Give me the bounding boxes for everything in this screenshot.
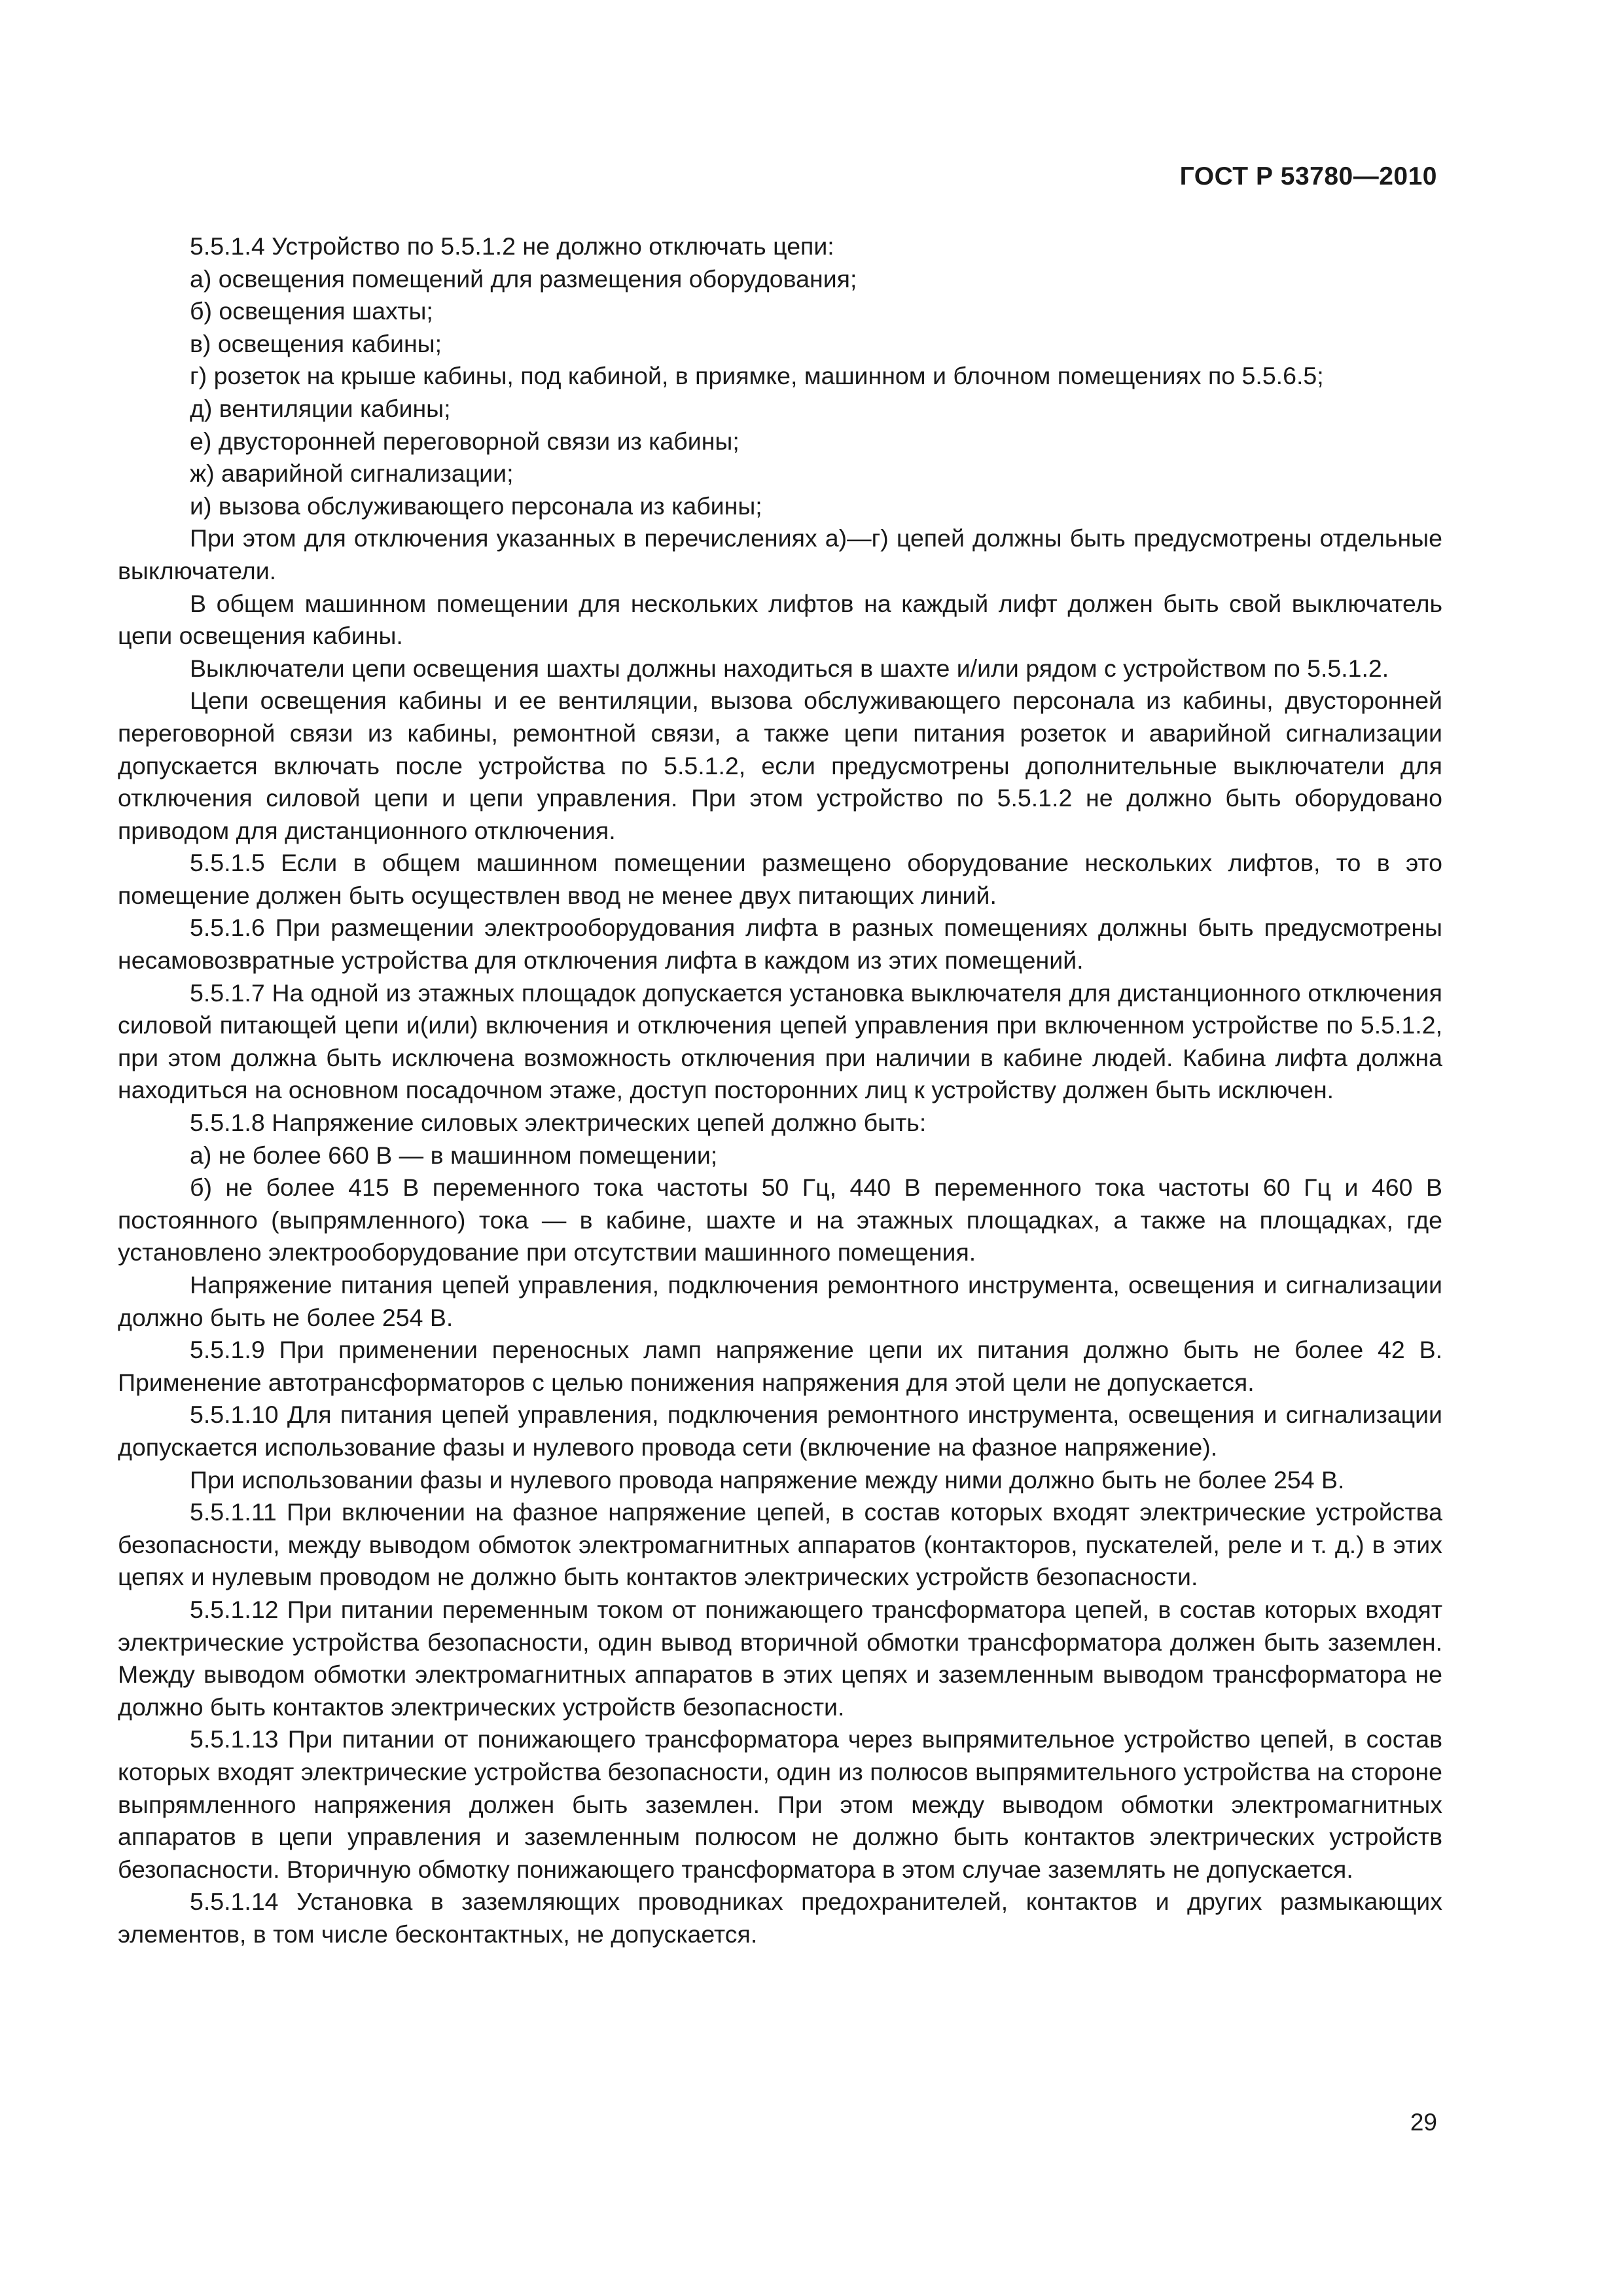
list-item: и) вызова обслуживающего персонала из кабины; — [190, 492, 762, 520]
body-paragraph: При этом для отключения указанных в перечислениях а)—г) цепей должны быть предусмотрены отдельные выключатели. — [118, 524, 1442, 584]
clause-paragraph: 5.5.1.10 Для питания цепей управления, подключения ремонтного инструмента, освещения и сигнализации допускается использование фазы и нулевого провода сети (включение на фазное напряжение). — [118, 1401, 1442, 1461]
clause-paragraph: 5.5.1.13 При питании от понижающего трансформатора через выпрямительное устройство цепей, в состав которых входят электрические устройства безопасности, один из полюсов выпрямительного устройства на стороне выпрямленного напряжения должен быть заземлен. При этом между выводом обмотки электромагнитных аппаратов в цепи управления и заземленным полюсом не должно быть контактов электрических устройств безопасности. Вторичную обмотку понижающего трансформатора в этом случае заземлять не допускается. — [118, 1725, 1442, 1883]
clause-paragraph: 5.5.1.14 Установка в заземляющих проводниках предохранителей, контактов и других размыкающих элементов, в том числе бесконтактных, не допускается. — [118, 1888, 1442, 1948]
list-item: д) вентиляции кабины; — [190, 394, 451, 422]
clause-paragraph: 5.5.1.4 Устройство по 5.5.1.2 не должно отключать цепи: — [190, 232, 834, 260]
clause-paragraph: 5.5.1.6 При размещении электрооборудования лифта в разных помещениях должны быть предусмотрены несамовозвратные устройства для отключения лифта в каждом из этих помещений. — [118, 914, 1442, 975]
body-paragraph: Выключатели цепи освещения шахты должны находиться в шахте и/или рядом с устройством по 5.5.1.2. — [190, 654, 1389, 682]
clause-paragraph: 5.5.1.5 Если в общем машинном помещении размещено оборудование нескольких лифтов, то в это помещение должен быть осуществлен ввод не менее двух питающих линий. — [118, 849, 1442, 909]
document-body — [118, 230, 1442, 1950]
body-paragraph: Цепи освещения кабины и ее вентиляции, вызова обслуживающего персонала из кабины, двусторонней переговорной связи из кабины, ремонтной связи, а также цепи питания розеток и аварийной сигнализации допускается включать после устройства по 5.5.1.2, если предусмотрены дополнительные выключатели для отключения силовой цепи и цепи управления. При этом устройство по 5.5.1.2 не должно быть оборудовано приводом для дистанционного отключения. — [118, 687, 1442, 844]
list-item: б) не более 415 В переменного тока частоты 50 Гц, 440 В переменного тока частоты 60 Гц и 460 В постоянного (выпрямленного) тока — в кабине, шахте и на этажных площадках, а также на площадках, где установлено электрооборудование при отсутствии машинного помещения. — [118, 1174, 1442, 1266]
clause-paragraph: 5.5.1.7 На одной из этажных площадок допускается установка выключателя для дистанционного отключения силовой питающей цепи и(или) включения и отключения цепей управления при включенном устройстве по 5.5.1.2, при этом должна быть исключена возможность отключения при наличии в кабине людей. Кабина лифта должна находиться на основном посадочном этаже, доступ посторонних лиц к устройству должен быть исключен. — [118, 978, 1442, 1104]
list-item: а) освещения помещений для размещения оборудования; — [190, 264, 857, 293]
document-header: ГОСТ Р 53780—2010 — [1179, 162, 1437, 190]
clause-paragraph: 5.5.1.9 При применении переносных ламп напряжение цепи их питания должно быть не более 42 В. Применение автотрансформаторов с целью понижения напряжения для этой цели не допускается. — [118, 1336, 1442, 1396]
list-item: е) двусторонней переговорной связи из кабины; — [190, 427, 740, 455]
clause-paragraph: 5.5.1.8 Напряжение силовых электрических цепей должно быть: — [190, 1109, 927, 1137]
list-item: в) освещения кабины; — [190, 329, 442, 357]
body-paragraph: В общем машинном помещении для нескольких лифтов на каждый лифт должен быть свой выключатель цепи освещения кабины. — [118, 589, 1442, 650]
body-paragraph: Напряжение питания цепей управления, подключения ремонтного инструмента, освещения и сигнализации должно быть не более 254 В. — [118, 1271, 1442, 1331]
list-item: б) освещения шахты; — [190, 297, 433, 325]
clause-paragraph: 5.5.1.11 При включении на фазное напряжение цепей, в состав которых входят электрические устройства безопасности, между выводом обмоток электромагнитных аппаратов (контакторов, пускателей, реле и т. д.) в этих цепях и нулевым проводом не должно быть контактов электрических устройств безопасности. — [118, 1498, 1442, 1591]
page-number: 29 — [1410, 2109, 1437, 2136]
body-paragraph: При использовании фазы и нулевого провода напряжение между ними должно быть не более 254 В. — [190, 1465, 1345, 1494]
list-item: а) не более 660 В — в машинном помещении; — [190, 1141, 718, 1169]
list-item: ж) аварийной сигнализации; — [190, 459, 514, 488]
list-item: г) розеток на крыше кабины, под кабиной, в приямке, машинном и блочном помещениях по 5.5.6.5; — [190, 362, 1324, 390]
clause-paragraph: 5.5.1.12 При питании переменным током от понижающего трансформатора цепей, в состав которых входят электрические устройства безопасности, один вывод вторичной обмотки трансформатора должен быть заземлен. Между выводом обмотки электромагнитных аппаратов в этих цепях и заземленным выводом трансформатора не должно быть контактов электрических устройств безопасности. — [118, 1595, 1442, 1721]
